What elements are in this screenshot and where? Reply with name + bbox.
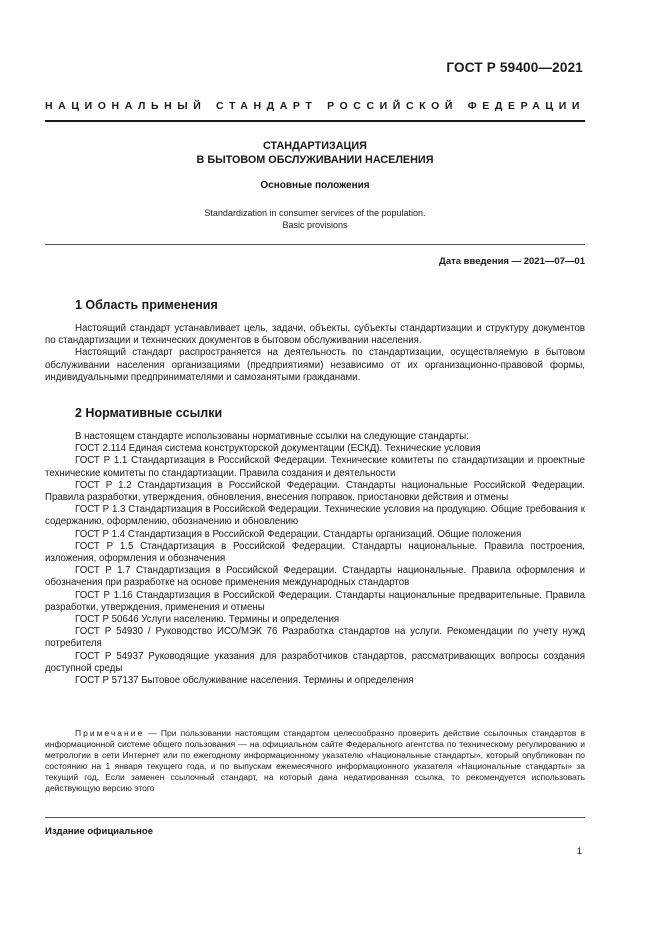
title-line-1: СТАНДАРТИЗАЦИЯ xyxy=(263,140,367,152)
reference-item: ГОСТ Р 54930 / Руководство ИСО/МЭК 76 Разработка стандартов на услуги. Рекомендации по учету нужд потребителя xyxy=(45,626,585,650)
section-2-heading: 2 Нормативные ссылки xyxy=(75,406,223,420)
page-number: 1 xyxy=(576,846,582,857)
section-1-body xyxy=(45,323,585,384)
section-1-paragraph: Настоящий стандарт устанавливает цель, задачи, объекты, субъекты стандартизации и структуру документов по стандартизации и технических документов в бытовом обслуживании населения. xyxy=(45,323,585,347)
reference-item: ГОСТ Р 1.4 Стандартизация в Российской Федерации. Стандарты организаций. Общие положения xyxy=(75,528,522,540)
reference-item: ГОСТ Р 1.2 Стандартизация в Российской Федерации. Стандарты национальные Российской Федерации. Правила разработки, утверждения, обновления, внесения поправок, приостановки действия и отмены xyxy=(45,479,585,504)
reference-item: ГОСТ Р 1.3 Стандартизация в Российской Федерации. Технические условия на продукцию. Общие требования к содержанию, оформлению, обозначению и обновлению xyxy=(45,504,585,528)
reference-item: ГОСТ Р 1.7 Стандартизация в Российской Федерации. Стандарты национальные. Правила оформления и обозначения при разработке на основе применения международных стандартов xyxy=(45,565,585,589)
introduction-date: Дата введения — 2021—07—01 xyxy=(439,256,585,267)
section-2-intro: В настоящем стандарте использованы нормативные ссылки на следующие стандарты: xyxy=(75,431,469,442)
reference-item: ГОСТ 2.114 Единая система конструкторской документации (ЕСКД). Технические условия xyxy=(75,443,481,455)
english-title-line-1: Standardization in consumer services of the population. xyxy=(204,208,426,218)
document-title xyxy=(45,140,585,167)
reference-item: ГОСТ Р 54937 Руководящие указания для разработчиков стандартов, рассматривающих вопросы создания доступной среды xyxy=(45,650,585,674)
section-2-body xyxy=(45,431,585,687)
title-line-2: В БЫТОВОМ ОБСЛУЖИВАНИИ НАСЕЛЕНИЯ xyxy=(196,153,434,166)
english-title xyxy=(45,207,585,231)
section-1-paragraph: Настоящий стандарт распространяется на деятельность по стандартизации, осуществляемую в бытовом обслуживании населения организациями (предприятиями) независимо от их организационно-правовой формы, индивидуальными предпринимателями и самозанятыми гражданами. xyxy=(45,347,585,383)
reference-item: ГОСТ Р 1.1 Стандартизация в Российской Федерации. Технические комитеты по стандартизации и проектные технические комитеты по стандартизации. Правила создания и деятельности xyxy=(45,455,585,479)
reference-item: ГОСТ Р 57137 Бытовое обслуживание населения. Термины и определения xyxy=(75,675,414,687)
title-divider xyxy=(45,244,585,245)
note-label: Примечание xyxy=(75,728,145,738)
reference-item: ГОСТ Р 50646 Услуги населению. Термины и определения xyxy=(75,614,340,626)
note-text: — При пользовании настоящим стандартом целесообразно проверить действие ссылочных стандартов в информационной системе общего пользования — на официальном сайте Федерального агентства по техническому регулированию и метрологии в сети Интернет или по ежегодному информационному указателю «Национальные стандарты», который опубликован по состоянию на 1 января текущего года, и по выпускам ежемесячного информационного указателя «Национальные стандарты» за текущий год. Если заменен ссылочный стандарт, на который дана недатированная ссылка, то рекомендуется использовать действующую версию этого xyxy=(45,728,585,794)
english-title-line-2: Basic provisions xyxy=(282,220,348,230)
footer-rule xyxy=(45,817,585,818)
header-rule xyxy=(45,120,585,122)
standard-number: ГОСТ Р 59400—2021 xyxy=(446,60,583,75)
document-subtitle: Основные положения xyxy=(260,180,370,191)
section-1-heading: 1 Область применения xyxy=(75,298,218,312)
national-standard-title: НАЦИОНАЛЬНЫЙ СТАНДАРТ РОССИЙСКОЙ ФЕДЕРАЦИИ xyxy=(45,100,585,112)
reference-item: ГОСТ Р 1.5 Стандартизация в Российской Федерации. Стандарты национальные. Правила построения, изложения, оформления и обозначения xyxy=(45,540,585,565)
reference-item: ГОСТ Р 1.16 Стандартизация в Российской Федерации. Стандарты национальные предварительные. Правила разработки, утверждения, применения и отмены xyxy=(45,589,585,613)
references-note xyxy=(45,728,585,795)
official-edition-label: Издание официальное xyxy=(45,826,153,837)
